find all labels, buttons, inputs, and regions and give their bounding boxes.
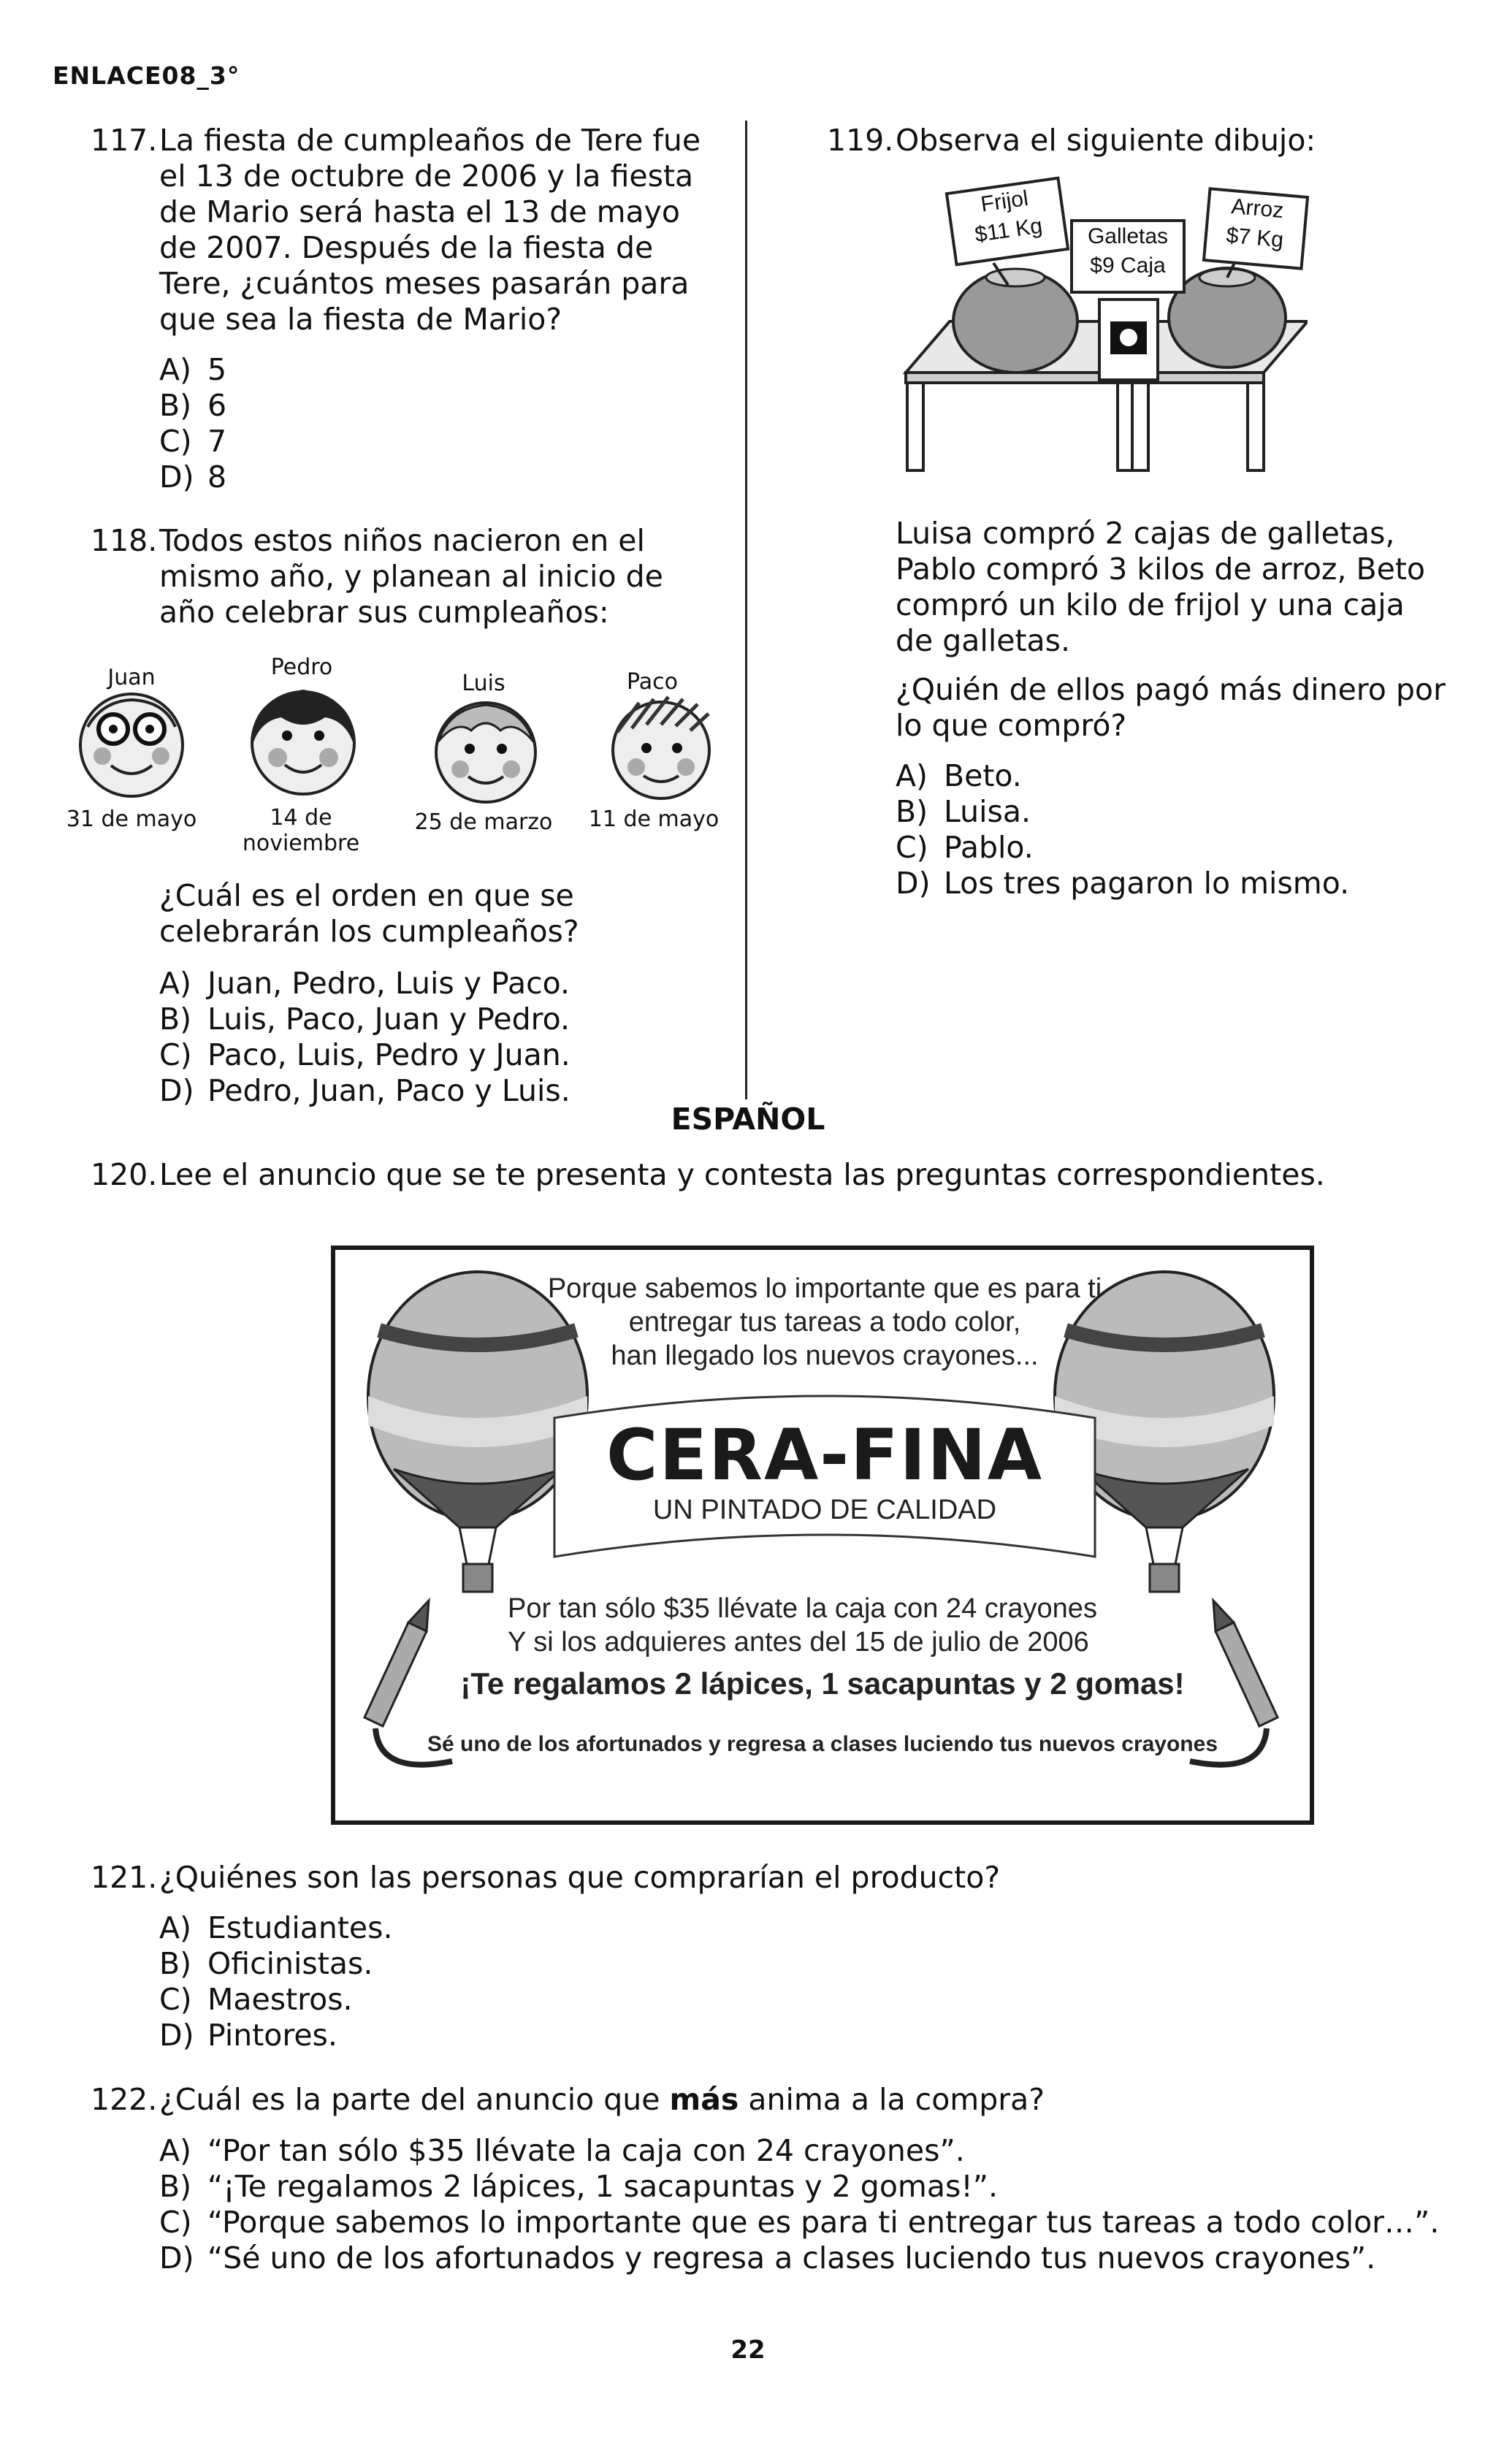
text-line: mismo año, y planean al inicio de bbox=[159, 559, 663, 594]
text-line: celebrarán los cumpleaños? bbox=[159, 914, 579, 949]
ad-gift: ¡Te regalamos 2 lápices, 1 sacapuntas y 2 gomas! bbox=[460, 1666, 1185, 1701]
text-line: que sea la fiesta de Mario? bbox=[159, 302, 562, 337]
text-line: ¿Cuál es el orden en que se bbox=[159, 878, 574, 913]
luis-face-icon bbox=[436, 703, 535, 802]
paco-face-icon bbox=[613, 697, 709, 798]
question-number: 118. bbox=[91, 523, 158, 558]
column-divider bbox=[745, 121, 747, 1099]
question-text: ¿Cuál es la parte del anuncio que más anima a la compra? bbox=[159, 2082, 1045, 2117]
question-118-prompt bbox=[159, 878, 729, 950]
option-b[interactable]: B) Oficinistas. bbox=[159, 1946, 373, 1981]
kid-name-paco: Paco bbox=[627, 669, 678, 695]
question-119-text bbox=[896, 516, 1480, 659]
kid-date-pedro: 14 de noviembre bbox=[242, 805, 360, 856]
option-a[interactable]: A) Estudiantes. bbox=[159, 1910, 393, 1945]
option-c[interactable]: C) Maestros. bbox=[159, 1982, 353, 2017]
option-d[interactable]: D) Los tres pagaron lo mismo. bbox=[896, 866, 1350, 901]
ad-intro: Porque sabemos lo importante que es para ti entregar tus tareas a todo color, han llegado los nuevos crayones... bbox=[547, 1273, 1102, 1371]
option-c[interactable]: C) Paco, Luis, Pedro y Juan. bbox=[159, 1037, 570, 1072]
question-number: 121. bbox=[91, 1860, 158, 1895]
option-d[interactable]: D) 8 bbox=[159, 459, 227, 495]
exam-header: ENLACE08_3° bbox=[53, 61, 240, 90]
text-line: Pablo compró 3 kilos de arroz, Beto bbox=[896, 552, 1426, 587]
option-c[interactable]: C) Pablo. bbox=[896, 830, 1034, 865]
question-number: 119. bbox=[827, 123, 894, 158]
kid-date-luis: 25 de marzo bbox=[414, 809, 553, 835]
text-line: ¿Quién de ellos pagó más dinero por bbox=[896, 672, 1446, 707]
ad-closing: Sé uno de los afortunados y regresa a clases luciendo tus nuevos crayones bbox=[427, 1732, 1218, 1756]
pedro-face-icon bbox=[252, 690, 355, 794]
text-line: de Mario será hasta el 13 de mayo bbox=[159, 194, 680, 229]
option-b[interactable]: B) Luis, Paco, Juan y Pedro. bbox=[159, 1002, 570, 1037]
option-c[interactable]: C) “Porque sabemos lo importante que es para ti entregar tus tareas a todo color…”. bbox=[159, 2205, 1440, 2240]
text-line: lo que compró? bbox=[896, 708, 1127, 743]
text-line: el 13 de octubre de 2006 y la fiesta bbox=[159, 159, 694, 194]
option-d[interactable]: D) “Sé uno de los afortunados y regresa a clases luciendo tus nuevos crayones”. bbox=[159, 2240, 1376, 2276]
option-c[interactable]: C) 7 bbox=[159, 424, 227, 459]
option-a[interactable]: A) Beto. bbox=[896, 758, 1022, 793]
crayon-advertisement bbox=[331, 1246, 1314, 1825]
kid-date-paco: 11 de mayo bbox=[588, 806, 720, 832]
option-d[interactable]: D) Pintores. bbox=[159, 2018, 337, 2053]
question-text bbox=[159, 523, 744, 630]
question-number: 122. bbox=[91, 2082, 158, 2117]
kid-date-juan: 31 de mayo bbox=[66, 806, 197, 832]
option-a[interactable]: A) Juan, Pedro, Luis y Paco. bbox=[159, 966, 570, 1001]
kid-name-pedro: Pedro bbox=[270, 655, 333, 680]
text-line: año celebrar sus cumpleaños: bbox=[159, 595, 609, 630]
emphasis-word: más bbox=[669, 2082, 739, 2117]
text-line: Luisa compró 2 cajas de galletas, bbox=[896, 516, 1395, 551]
option-a[interactable]: A) 5 bbox=[159, 352, 227, 387]
ad-offer: Por tan sólo $35 llévate la caja con 24 crayones Y si los adquieres antes del 15 de julio de 2006 bbox=[508, 1593, 1097, 1658]
text-line: de galletas. bbox=[896, 623, 1071, 658]
page-number: 22 bbox=[730, 2335, 766, 2365]
text-line: de 2007. Después de la fiesta de bbox=[159, 230, 654, 265]
question-119-prompt bbox=[896, 672, 1480, 744]
text-line: Todos estos niños nacieron en el bbox=[159, 523, 645, 558]
option-a[interactable]: A) “Por tan sólo $35 llévate la caja con 24 crayones”. bbox=[159, 2133, 965, 2168]
sign-frijol: Frijol $11 Kg bbox=[945, 177, 1070, 267]
kid-name-luis: Luis bbox=[462, 671, 505, 696]
option-b[interactable]: B) Luisa. bbox=[896, 794, 1031, 829]
juan-face-icon bbox=[80, 694, 183, 796]
option-b[interactable]: B) 6 bbox=[159, 388, 227, 423]
question-text: Lee el anuncio que se te presenta y contesta las preguntas correspondientes. bbox=[159, 1157, 1325, 1192]
question-number: 117. bbox=[91, 123, 158, 158]
text-line: La fiesta de cumpleaños de Tere fue bbox=[159, 123, 701, 158]
sign-arroz: Arroz $7 Kg bbox=[1202, 187, 1309, 270]
option-b[interactable]: B) “¡Te regalamos 2 lápices, 1 sacapuntas y 2 gomas!”. bbox=[159, 2169, 999, 2204]
sign-galletas: Galletas $9 Caja bbox=[1070, 219, 1186, 294]
question-text: Observa el siguiente dibujo: bbox=[896, 123, 1316, 158]
kids-faces-illustration bbox=[66, 687, 738, 804]
option-d[interactable]: D) Pedro, Juan, Paco y Luis. bbox=[159, 1073, 570, 1108]
ad-brand: CERA-FINA bbox=[606, 1414, 1044, 1496]
text-line: compró un kilo de frijol y una caja bbox=[896, 587, 1405, 622]
question-text bbox=[159, 123, 744, 337]
section-title: ESPAÑOL bbox=[671, 1102, 825, 1137]
kid-name-juan: Juan bbox=[107, 665, 156, 690]
text-line: Tere, ¿cuántos meses pasarán para bbox=[159, 266, 690, 301]
question-text: ¿Quiénes son las personas que comprarían el producto? bbox=[159, 1860, 1001, 1895]
ad-tagline: UN PINTADO DE CALIDAD bbox=[652, 1495, 997, 1525]
question-number: 120. bbox=[91, 1157, 158, 1192]
